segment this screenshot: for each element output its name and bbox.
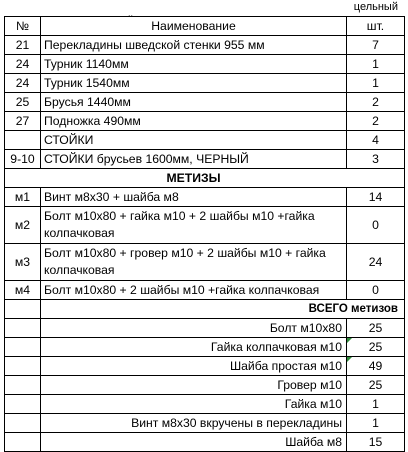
stray-mark: .. <box>128 8 134 18</box>
item-no[interactable]: 24 <box>5 74 41 93</box>
total-label[interactable]: Гайка м10 <box>41 395 347 414</box>
item-name[interactable]: Подножка 490мм <box>41 112 347 131</box>
blank-cell[interactable] <box>5 169 41 188</box>
hardware-title[interactable]: МЕТИЗЫ <box>41 169 347 188</box>
hardware-name[interactable]: Болт м10х80 + 2 шайбы м10 +гайка колпачковая <box>41 281 347 300</box>
item-row <box>5 131 405 150</box>
total-row <box>5 357 405 376</box>
item-row <box>5 74 405 93</box>
item-no[interactable]: 21 <box>5 36 41 55</box>
blank-cell[interactable] <box>5 357 41 376</box>
header-name[interactable]: Наименование <box>41 17 347 36</box>
comment-marker-icon <box>347 357 352 362</box>
item-name[interactable]: СТОЙКИ <box>41 131 347 150</box>
blank-cell[interactable] <box>5 433 41 452</box>
header-row <box>5 17 405 36</box>
parts-table <box>4 16 405 452</box>
total-label[interactable]: Болт м10х80 <box>41 319 347 338</box>
total-label[interactable]: Гайка колпачковая м10 <box>41 338 347 357</box>
total-row <box>5 319 405 338</box>
hardware-qty[interactable]: 24 <box>347 244 405 281</box>
blank-cell[interactable] <box>5 300 41 319</box>
blank-cell[interactable] <box>5 376 41 395</box>
total-label[interactable]: Шайба простая м10 <box>41 357 347 376</box>
total-qty[interactable]: 1 <box>347 395 405 414</box>
item-no[interactable]: 24 <box>5 55 41 74</box>
top-label: цельный <box>353 1 398 13</box>
hardware-no[interactable]: м2 <box>5 207 41 244</box>
total-qty[interactable]: 15 <box>347 433 405 452</box>
item-row <box>5 55 405 74</box>
item-qty[interactable]: 2 <box>347 112 405 131</box>
total-row <box>5 395 405 414</box>
hardware-row <box>5 188 405 207</box>
total-qty-value: 25 <box>368 340 383 354</box>
hardware-no[interactable]: м4 <box>5 281 41 300</box>
item-name[interactable]: Турник 1140мм <box>41 55 347 74</box>
hardware-name[interactable]: Болт м10х80 + гайка м10 + 2 шайбы м10 +гайка колпачковая <box>41 207 347 244</box>
total-label[interactable]: Винт м8х30 вкручены в перекладины <box>41 414 347 433</box>
hardware-row <box>5 281 405 300</box>
item-qty[interactable]: 7 <box>347 36 405 55</box>
item-qty[interactable]: 2 <box>347 93 405 112</box>
total-label[interactable]: Шайба м8 <box>41 433 347 452</box>
header-no[interactable]: № <box>5 17 41 36</box>
blank-cell[interactable] <box>5 338 41 357</box>
hardware-section-row <box>5 169 405 188</box>
total-label[interactable]: Гровер м10 <box>41 376 347 395</box>
item-no[interactable]: 9-10 <box>5 150 41 169</box>
item-qty[interactable]: 4 <box>347 131 405 150</box>
blank-cell[interactable] <box>5 395 41 414</box>
blank-cell[interactable] <box>347 169 405 188</box>
total-qty[interactable]: 1 <box>347 414 405 433</box>
totals-title[interactable]: ВСЕГО метизов <box>41 300 405 319</box>
header-qty[interactable]: шт. <box>347 17 405 36</box>
item-name[interactable]: Перекладины шведской стенки 955 мм <box>41 36 347 55</box>
hardware-row <box>5 244 405 281</box>
total-row <box>5 338 405 357</box>
item-row <box>5 112 405 131</box>
total-qty[interactable]: 25 <box>347 376 405 395</box>
hardware-name[interactable]: Болт м10х80 + гровер м10 + 2 шайбы м10 + гайка колпачковая <box>41 244 347 281</box>
item-qty[interactable]: 3 <box>347 150 405 169</box>
item-qty[interactable]: 1 <box>347 55 405 74</box>
item-name[interactable]: Брусья 1440мм <box>41 93 347 112</box>
item-row <box>5 36 405 55</box>
hardware-qty[interactable]: 0 <box>347 207 405 244</box>
item-no[interactable]: 27 <box>5 112 41 131</box>
total-qty[interactable] <box>347 357 405 376</box>
hardware-qty[interactable]: 0 <box>347 281 405 300</box>
item-qty[interactable]: 1 <box>347 74 405 93</box>
total-row <box>5 414 405 433</box>
item-no[interactable]: 25 <box>5 93 41 112</box>
hardware-name[interactable]: Винт м8х30 + шайба м8 <box>41 188 347 207</box>
hardware-row <box>5 207 405 244</box>
item-name[interactable]: СТОЙКИ брусьев 1600мм, ЧЕРНЫЙ <box>41 150 347 169</box>
totals-title-row <box>5 300 405 319</box>
total-qty[interactable]: 25 <box>347 319 405 338</box>
item-row <box>5 93 405 112</box>
total-row <box>5 376 405 395</box>
blank-cell[interactable] <box>5 414 41 433</box>
hardware-no[interactable]: м1 <box>5 188 41 207</box>
total-row <box>5 433 405 452</box>
total-qty[interactable] <box>347 338 405 357</box>
total-qty-value: 49 <box>368 359 383 373</box>
comment-marker-icon <box>347 338 352 343</box>
item-name[interactable]: Турник 1540мм <box>41 74 347 93</box>
item-no[interactable] <box>5 131 41 150</box>
hardware-no[interactable]: м3 <box>5 244 41 281</box>
hardware-qty[interactable]: 14 <box>347 188 405 207</box>
blank-cell[interactable] <box>5 319 41 338</box>
item-row <box>5 150 405 169</box>
